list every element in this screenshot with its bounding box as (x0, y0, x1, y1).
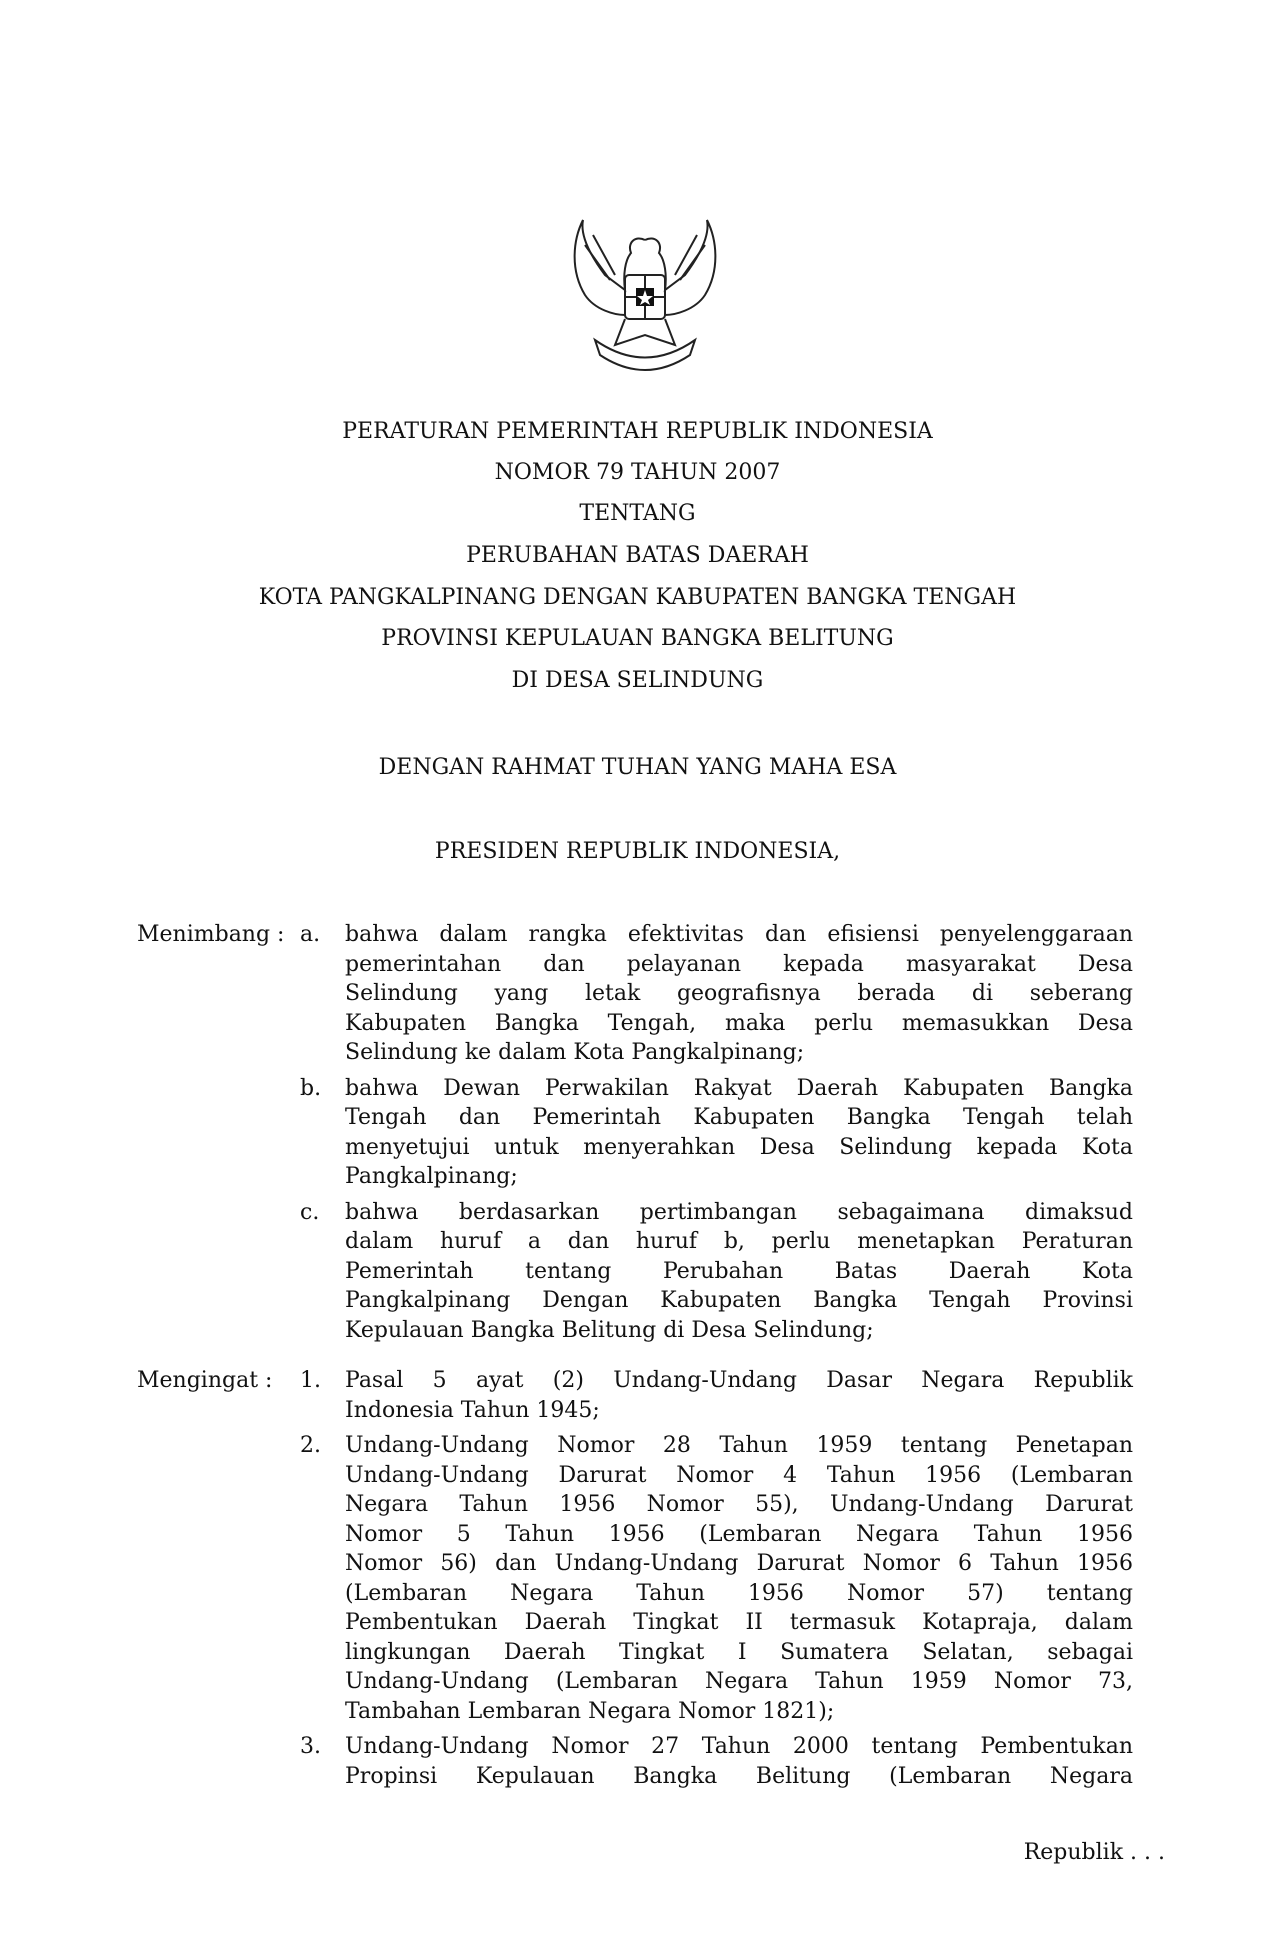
title-line: PROVINSI KEPULAUAN BANGKA BELITUNG (381, 626, 894, 651)
text-line: menyetujui untuk menyerahkan Desa Selindung kepada Kota (345, 1134, 1133, 1160)
text-line: lingkungan Daerah Tingkat I Sumatera Selatan, sebagai (345, 1639, 1133, 1665)
president-heading: PRESIDEN REPUBLIK INDONESIA, (434, 839, 841, 864)
text-line: Nomor 5 Tahun 1956 (Lembaran Negara Tahun 1956 (345, 1521, 1133, 1547)
mengingat-item-marker: 1. (300, 1368, 321, 1393)
mengingat-label: Mengingat : (137, 1368, 273, 1393)
text-line: Tambahan Lembaran Negara Nomor 1821); (345, 1698, 835, 1724)
text-line: Pembentukan Daerah Tingkat II termasuk Kotapraja, dalam (345, 1610, 1133, 1635)
text-line: Propinsi Kepulauan Bangka Belitung (Lembaran Negara (345, 1763, 1133, 1789)
continuation-note: Republik . . . (1023, 1840, 1165, 1865)
text-line: bahwa berdasarkan pertimbangan sebagaimana dimaksud (345, 1199, 1133, 1225)
menimbang-item (345, 1198, 1133, 1346)
text-line: Pemerintah tentang Perubahan Batas Daerah Kota (345, 1258, 1133, 1284)
title-line: KOTA PANGKALPINANG DENGAN KABUPATEN BANGKA TENGAH (258, 585, 1017, 610)
menimbang-item (345, 920, 1133, 1068)
title-line: DI DESA SELINDUNG (511, 668, 764, 693)
mengingat-item (345, 1431, 1133, 1726)
preamble: DENGAN RAHMAT TUHAN YANG MAHA ESA (378, 755, 897, 780)
mengingat-item-marker: 2. (300, 1433, 321, 1458)
text-line: Pasal 5 ayat (2) Undang-Undang Dasar Negara Republik (345, 1368, 1133, 1393)
garuda-emblem-icon (565, 215, 725, 375)
mengingat-item-marker: 3. (300, 1734, 321, 1759)
text-line: Undang-Undang Darurat Nomor 4 Tahun 1956 (Lembaran (345, 1462, 1133, 1488)
text-line: Selindung ke dalam Kota Pangkalpinang; (345, 1040, 805, 1065)
text-line: Pangkalpinang Dengan Kabupaten Bangka Tengah Provinsi (345, 1288, 1133, 1313)
text-line: Undang-Undang Nomor 27 Tahun 2000 tentang Pembentukan (345, 1734, 1133, 1759)
text-line: pemerintahan dan pelayanan kepada masyarakat Desa (345, 951, 1133, 977)
text-line: Negara Tahun 1956 Nomor 55), Undang-Undang Darurat (345, 1492, 1133, 1517)
title-line: PERUBAHAN BATAS DAERAH (466, 543, 809, 568)
title-line: NOMOR 79 TAHUN 2007 (494, 460, 781, 485)
text-line: Kepulauan Bangka Belitung di Desa Selindung; (345, 1317, 874, 1343)
text-line: Indonesia Tahun 1945; (345, 1397, 600, 1423)
text-line: Pangkalpinang; (345, 1164, 518, 1189)
text-line: Kabupaten Bangka Tengah, maka perlu memasukkan Desa (345, 1010, 1133, 1036)
text-line: Undang-Undang Nomor 28 Tahun 1959 tentang Penetapan (345, 1433, 1133, 1458)
menimbang-item-marker: a. (300, 922, 321, 947)
text-line: bahwa Dewan Perwakilan Rakyat Daerah Kabupaten Bangka (345, 1075, 1133, 1101)
menimbang-item-marker: c. (300, 1199, 320, 1225)
title-line: PERATURAN PEMERINTAH REPUBLIK INDONESIA (342, 419, 933, 444)
text-line: Tengah dan Pemerintah Kabupaten Bangka Tengah telah (345, 1105, 1133, 1130)
text-line: bahwa dalam rangka efektivitas dan efisiensi penyelenggaraan (345, 922, 1133, 947)
menimbang-label: Menimbang : (137, 922, 285, 947)
menimbang-item (345, 1074, 1133, 1192)
mengingat-item (345, 1366, 1133, 1425)
text-line: Selindung yang letak geografisnya berada di seberang (345, 981, 1133, 1006)
text-line: Nomor 56) dan Undang-Undang Darurat Nomor 6 Tahun 1956 (345, 1551, 1133, 1576)
text-line: (Lembaran Negara Tahun 1956 Nomor 57) tentang (345, 1580, 1133, 1606)
menimbang-item-marker: b. (300, 1075, 322, 1101)
mengingat-item (345, 1732, 1133, 1791)
text-line: Undang-Undang (Lembaran Negara Tahun 1959 Nomor 73, (345, 1669, 1133, 1694)
title-line: TENTANG (579, 501, 696, 526)
text-line: dalam huruf a dan huruf b, perlu menetapkan Peraturan (345, 1229, 1133, 1254)
